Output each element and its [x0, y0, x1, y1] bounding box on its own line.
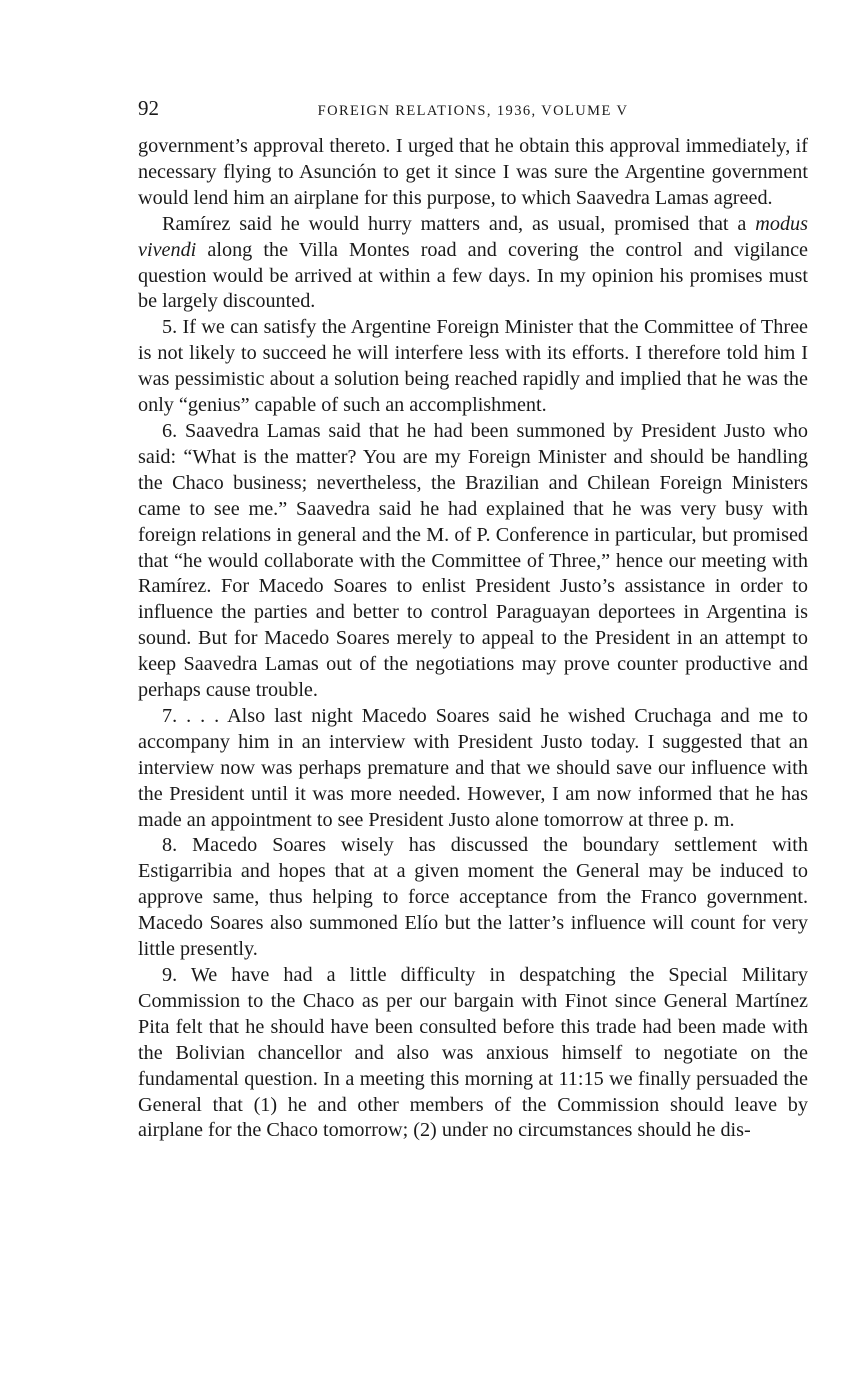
paragraph-text: 5. If we can satisfy the Argentine Foreign Minister that the Committee of Three is not likely to succeed he will interfere less with its efforts. I therefore told him I was pessimistic about a solution being reached rapidly and implied that he was the only “genius” capable of such an accomplishment. [138, 316, 808, 417]
paragraph-text: Ramírez said he would hurry matters and, as usual, promised that a [162, 212, 756, 235]
paragraph-5 [138, 315, 808, 419]
document-page [138, 96, 808, 1144]
paragraph-italic-term: modus vivendi [138, 212, 808, 261]
paragraph-text: 8. Macedo Soares wisely has discussed the boundary settlement with Estigarribia and hopes that at a given moment the General may be induced to approve same, thus helping to force acceptance from the Franco government. Macedo Soares also summoned Elío but the latter’s influence will count for very little presently. [138, 834, 808, 961]
page-number: 92 [138, 96, 159, 120]
page-header [138, 96, 808, 130]
paragraph-9 [138, 963, 808, 1144]
paragraph-text: government’s approval thereto. I urged that he obtain this approval immediately, if necessary flying to Asunción to get it since I was sure the Argentine government would lend him an airplane for this purpose, to which Saavedra Lamas agreed. [138, 135, 808, 209]
body-text [138, 134, 808, 1144]
paragraph-continued [138, 134, 808, 212]
running-head: FOREIGN RELATIONS, 1936, VOLUME V [317, 103, 629, 119]
paragraph-ramirez [138, 212, 808, 316]
paragraph-6 [138, 419, 808, 704]
paragraph-text-after: along the Villa Montes road and covering the control and vigilance question would be arrived at within a few days. In my opinion his promises must be largely discounted. [138, 238, 808, 313]
paragraph-8 [138, 833, 808, 963]
paragraph-7 [138, 704, 808, 834]
paragraph-text: 6. Saavedra Lamas said that he had been summoned by President Justo who said: “What is the matter? You are my Foreign Minister and should be handling the Chaco business; nevertheless, the Brazilian and Chilean Foreign Ministers came to see me.” Saavedra said he had explained that he was very busy with foreign relations in general and the M. of P. Conference in particular, but promised that “he would collaborate with the Committee of Three,” hence our meeting with Ramírez. For Macedo Soares to enlist President Justo’s assistance in order to influence the parties and better to control Paraguayan deportees in Argentina is sound. But for Macedo Soares merely to appeal to the President in an attempt to keep Saavedra Lamas out of the negotiations may prove counter productive and perhaps cause trouble. [138, 419, 808, 702]
paragraph-text: 7. . . . Also last night Macedo Soares said he wished Cruchaga and me to accompany him in an interview with President Justo today. I suggested that an interview now was perhaps premature and that we should save our influence with the President until it was more needed. However, I am now informed that he has made an appointment to see President Justo alone tomorrow at three p. m. [138, 704, 808, 831]
paragraph-text: 9. We have had a little difficulty in despatching the Special Military Commission to the Chaco as per our bargain with Finot since General Martínez Pita felt that he should have been consulted before this trade had been made with the Bolivian chancellor and also was anxious himself to negotiate on the fundamental question. In a meeting this morning at 11:15 we finally persuaded the General that (1) he and other members of the Commission should leave by airplane for the Chaco tomorrow; (2) under no circumstances should he dis- [138, 964, 808, 1142]
